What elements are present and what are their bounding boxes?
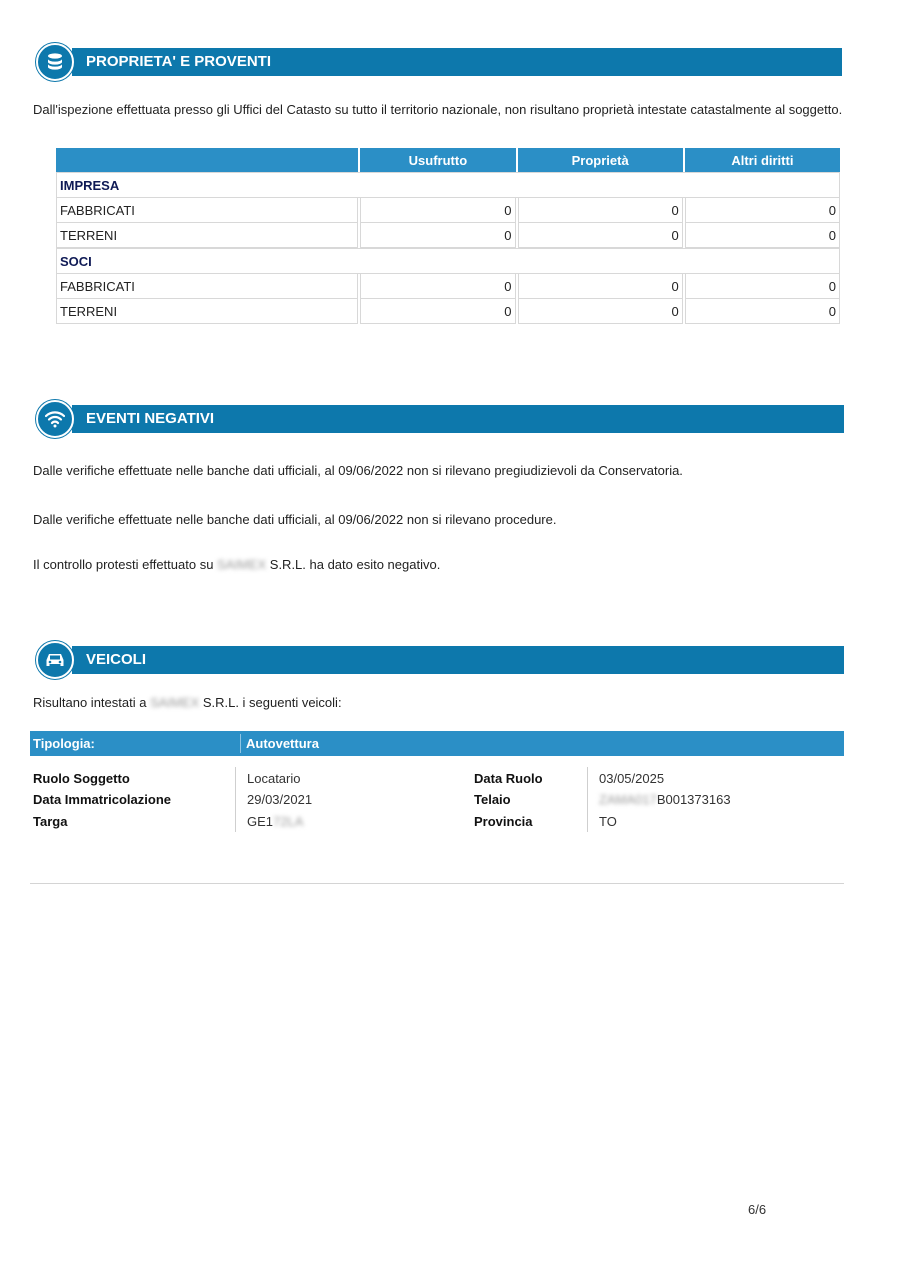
table-row — [56, 274, 840, 299]
ruolo-soggetto-value: Locatario — [247, 771, 301, 786]
veicoli-intro — [33, 693, 845, 712]
tipologia-label: Tipologia: — [33, 736, 95, 751]
header-altri-diritti: Altri diritti — [685, 148, 840, 172]
column-divider — [587, 767, 588, 832]
row-label: FABBRICATI — [56, 198, 358, 223]
section-header-eventi-negativi — [72, 405, 844, 433]
cell-usufrutto: 0 — [360, 274, 515, 299]
page-number: 6/6 — [748, 1202, 767, 1217]
conservatoria-text: Dalle verifiche effettuate nelle banche dati ufficiali, al 09/06/2022 non si rilevano pregiudizievoli da Conservatoria. — [33, 463, 683, 478]
redacted-company-name: SAIMEX — [150, 695, 200, 710]
group-row-impresa — [56, 172, 840, 198]
row-label: FABBRICATI — [56, 274, 358, 299]
row-label: TERRENI — [56, 223, 358, 248]
header-proprieta: Proprietà — [518, 148, 683, 172]
cell-usufrutto: 0 — [360, 299, 515, 324]
data-ruolo-value: 03/05/2025 — [599, 771, 665, 786]
tipologia-value: Autovettura — [246, 736, 319, 751]
section-divider — [30, 883, 844, 884]
veicoli-intro-post: S.R.L. i seguenti veicoli: — [199, 695, 342, 710]
ruolo-soggetto-label: Ruolo Soggetto — [33, 771, 130, 786]
telaio-redacted: ZAMA017 — [599, 792, 657, 807]
table-row — [56, 198, 840, 223]
data-ruolo-label: Data Ruolo — [474, 771, 543, 786]
cell-altri-diritti: 0 — [685, 274, 840, 299]
provincia-label: Provincia — [474, 814, 533, 829]
procedure-text: Dalle verifiche effettuate nelle banche dati ufficiali, al 09/06/2022 non si rilevano procedure. — [33, 512, 557, 527]
header-empty — [56, 148, 358, 172]
cell-altri-diritti: 0 — [685, 198, 840, 223]
column-divider — [235, 767, 236, 832]
cell-proprieta: 0 — [518, 274, 683, 299]
header-usufrutto: Usufrutto — [360, 148, 515, 172]
group-row-soci — [56, 248, 840, 274]
protesti-text — [33, 555, 845, 574]
redacted-company-name: SAIMEX — [217, 557, 267, 572]
property-table — [54, 148, 842, 324]
table-row — [56, 223, 840, 248]
cell-proprieta: 0 — [518, 223, 683, 248]
cell-altri-diritti: 0 — [685, 299, 840, 324]
cell-proprieta: 0 — [518, 299, 683, 324]
database-icon — [36, 43, 74, 81]
wifi-signal-icon — [36, 400, 74, 438]
vehicle-type-band — [30, 731, 844, 756]
table-header-row — [56, 148, 840, 172]
section-title: EVENTI NEGATIVI — [86, 410, 215, 427]
targa-redacted: 72LA — [273, 814, 304, 829]
section-header-veicoli — [72, 646, 844, 674]
telaio-visible: B001373163 — [656, 792, 731, 807]
cell-usufrutto: 0 — [360, 223, 515, 248]
row-label: TERRENI — [56, 299, 358, 324]
telaio-label: Telaio — [474, 792, 511, 807]
car-icon — [36, 641, 74, 679]
section-header-proprieta — [72, 48, 842, 76]
telaio-value — [599, 789, 731, 810]
group-label: SOCI — [56, 248, 840, 274]
data-immatricolazione-value: 29/03/2021 — [247, 792, 313, 807]
section-title: PROPRIETA' E PROVENTI — [86, 53, 271, 70]
group-label: IMPRESA — [56, 172, 840, 198]
protesti-post: S.R.L. ha dato esito negativo. — [266, 557, 441, 572]
targa-label: Targa — [33, 814, 68, 829]
veicoli-intro-pre: Risultano intestati a — [33, 695, 151, 710]
table-row — [56, 299, 840, 324]
protesti-pre: Il controllo protesti effettuato su — [33, 557, 218, 572]
targa-visible: GE1 — [247, 814, 274, 829]
data-immatricolazione-label: Data Immatricolazione — [33, 792, 171, 807]
cell-altri-diritti: 0 — [685, 223, 840, 248]
catasto-intro: Dall'ispezione effettuata presso gli Uffici del Catasto su tutto il territorio nazionale, non risultano proprietà intestate catastalmente al soggetto. — [33, 102, 843, 117]
section-title: VEICOLI — [86, 651, 147, 668]
cell-proprieta: 0 — [518, 198, 683, 223]
cell-usufrutto: 0 — [360, 198, 515, 223]
provincia-value: TO — [599, 814, 617, 829]
band-divider — [240, 734, 241, 753]
targa-value — [247, 811, 303, 832]
